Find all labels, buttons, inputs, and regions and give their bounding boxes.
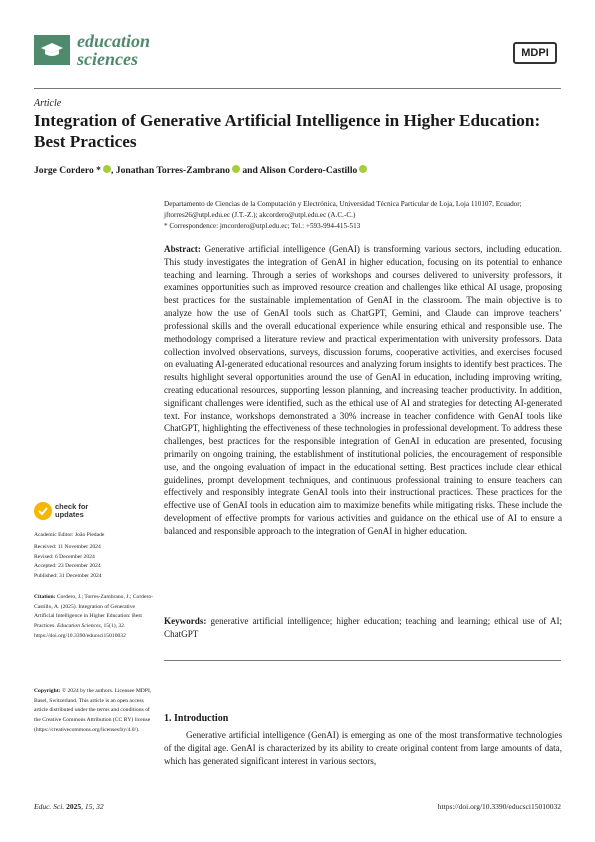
date-accepted: Accepted: 23 December 2024 bbox=[34, 563, 101, 570]
citation-label: Citation: bbox=[34, 594, 56, 600]
check-icon bbox=[34, 502, 52, 520]
copyright-label: Copyright: bbox=[34, 688, 61, 694]
abstract-label: Abstract: bbox=[164, 244, 201, 254]
citation-ref[interactable]: , 15(1), 32. https://doi.org/10.3390/educsci15010032 bbox=[34, 623, 126, 639]
copyright bbox=[34, 687, 154, 736]
check-updates-button[interactable] bbox=[34, 502, 88, 520]
date-revised: Revised: 6 December 2024 bbox=[34, 553, 95, 560]
footer-doi-link[interactable]: https://doi.org/10.3390/educsci15010032 bbox=[437, 802, 561, 811]
orcid-icon[interactable] bbox=[359, 165, 367, 173]
keywords bbox=[164, 615, 562, 641]
citation bbox=[34, 593, 154, 642]
page-title: Integration of Generative Artificial Intelligence in Higher Education: Best Practices bbox=[34, 111, 541, 151]
keywords-text: generative artificial intelligence; higher education; teaching and learning; ethical use of AI; ChatGPT bbox=[164, 616, 562, 639]
journal-name bbox=[77, 32, 150, 68]
academic-editor: Academic Editor: João Piedade bbox=[34, 532, 105, 538]
publisher-logo[interactable]: MDPI bbox=[513, 42, 557, 64]
author-name[interactable]: Alison Cordero-Castillo bbox=[259, 165, 358, 176]
author-separator: , bbox=[110, 165, 116, 176]
citation-text: Cordero, J.; Torres-Zambrano, J.; Cordero-Castillo, A. (2025). Integration of Generative Artificial Intelligence in Higher Education: Best Practices. bbox=[34, 594, 153, 630]
date-received: Received: 11 November 2024 bbox=[34, 544, 101, 550]
affiliation: Departamento de Ciencias de la Computación y Electrónica, Universidad Técnica Particular de Loja, Loja 110107, Ecuador; jftorres26@utpl.edu.ec (J.T.-Z.); akcordero@utpl.edu.ec (A.C.-C.) bbox=[164, 200, 522, 219]
journal-name-line1: education bbox=[77, 31, 151, 51]
section-divider bbox=[164, 660, 561, 661]
author-name[interactable]: Jorge Cordero * bbox=[34, 165, 101, 176]
check-updates-label: check for updates bbox=[55, 502, 89, 519]
date-published: Published: 31 December 2024 bbox=[34, 573, 102, 580]
graduation-cap-icon bbox=[34, 35, 70, 65]
keywords-label: Keywords: bbox=[164, 616, 207, 626]
page-footer bbox=[34, 802, 561, 811]
correspondence: * Correspondence: jmcordero@utpl.edu.ec; Tel.: +593-994-415-513 bbox=[164, 222, 361, 230]
intro-paragraph: Generative artificial intelligence (GenAI) is emerging as one of the most transformative technologies of the digital age. GenAI is characterized by its ability to create original content from large amounts of data, which has generated significant interest in various sectors, bbox=[164, 730, 562, 766]
section-heading: 1. Introduction bbox=[164, 713, 229, 724]
copyright-text: © 2024 by the authors. Licensee MDPI, Basel, Switzerland. This article is an open access article distributed under the terms and conditions of the Creative Commons Attribution (CC BY) license (https://creativecommons.org/licenses/by/4.0/). bbox=[34, 688, 152, 733]
journal-logo[interactable] bbox=[34, 32, 150, 68]
orcid-icon[interactable] bbox=[232, 165, 240, 173]
journal-name-line2: sciences bbox=[77, 49, 138, 69]
publication-dates bbox=[34, 543, 154, 582]
author-name[interactable]: Jonathan Torres-Zambrano bbox=[115, 165, 230, 176]
header-divider bbox=[34, 88, 561, 89]
abstract bbox=[164, 243, 562, 538]
abstract-text: Generative artificial intelligence (GenAI) is transforming various sectors, including education. This study investigates the integration of GenAI in higher education, focusing on its potential to enhance teaching and learning. Through a series of workshops and courses delivered to university professors, it examines opportunities such as improved resource creation and challenges like ethical AI usage, proposing best practices for the sustainable implementation of GenAI in the classroom. The main objective is to analyze how the use of GenAI tools such as ChatGPT, Gemini, and Claude can improve teachers’ professional skills and the overall educational experience while ensuring ethical and responsible use. The methodology comprised a literature review and practical experimentation with university professors. Data collection involved observations, surveys, discussion forums, cooperative activities, and exercises focused on evaluating AI-generated educational resources and analyzing forum insights to identify best practices. The results highlight several opportunities around the use of GenAI in education, including improving writing, creating educational resources, supporting lesson planning, and increasing teacher productivity. In addition, significant challenges were identified, such as the ethical use of AI and strategies for detecting AI-generated text. For instance, workshops demonstrated a 30% increase in teacher confidence with GenAI tools like ChatGPT, highlighting the effectiveness of these technologies in professional development. To address these challenges, best practices for the responsible integration of GenAI in education are presented, focusing primarily on ongoing training, the establishment of institutional policies, the encouragement of responsible use, and the ongoing evaluation of impact in the educational setting. Best practices include clear ethical guidelines, prompt development techniques, and continuous professional training to ensure teachers can effectively and responsibly integrate GenAI tools into their instructional practices. These practices for the effective use of GenAI tools in education aim to maximize benefits while mitigating risks. These include the development of effective prompts for various activities and guidance on the ethical use of AI to ensure a balanced and responsible approach to the integration of GenAI in higher education. bbox=[164, 244, 562, 536]
author-separator: and bbox=[239, 165, 260, 176]
author-list bbox=[34, 165, 367, 176]
citation-journal: Education Sciences bbox=[57, 623, 101, 630]
footer-citation: Educ. Sci. 2025, 15, 32 bbox=[34, 802, 104, 811]
article-type: Article bbox=[34, 98, 62, 109]
orcid-icon[interactable] bbox=[103, 165, 111, 173]
